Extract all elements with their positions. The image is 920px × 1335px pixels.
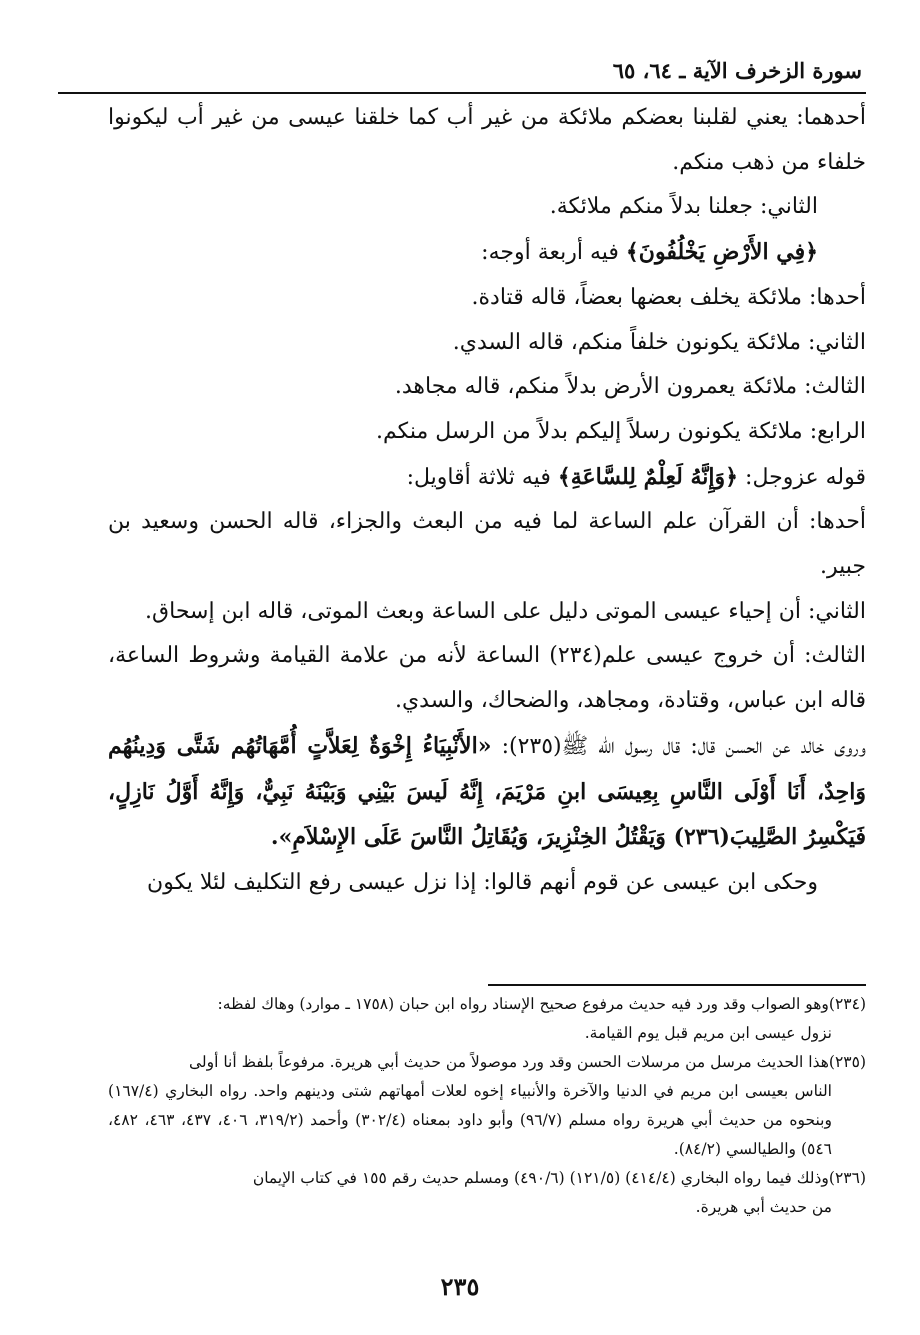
paragraph: الثاني: ملائكة يكونون خلفاً منكم، قاله السدي. (452, 329, 866, 355)
paragraph: وحكى ابن عيسى عن قوم أنهم قالوا: إذا نزل عيسى رفع التكليف لئلا يكون (147, 869, 818, 895)
paragraph-text: فيه ثلاثة أقاويل: (406, 464, 558, 490)
paragraph: الرابع: ملائكة يكونون رسلاً إليكم بدلاً من الرسل منكم. (376, 418, 866, 444)
header-title: سورة الزخرف الآية ـ ٦٤، ٦٥ (612, 58, 862, 83)
paragraph: الثالث: أن خروج عيسى علم(٢٣٤) الساعة لأنه من علامة القيامة وشروط الساعة، قاله ابن عباس، وقتادة، ومجاهد، والضحاك، والسدي. (108, 643, 866, 714)
running-header (58, 52, 866, 94)
paragraph (108, 724, 866, 861)
footnote-continuation: من حديث أبي هريرة. (695, 1198, 832, 1216)
paragraph-text: وروى خالد عن الحسن قال: قال رسول الله ﷺ(٢٣٥): (491, 733, 866, 759)
hadith-text: «الأَنْبِيَاءُ إِخْوَةٌ لِعَلاَّتٍ أُمَّهَاتُهُم شَتَّى وَدِينُهُم وَاحِدٌ، أَنَا أَوْلَى النَّاسِ بِعِيسَى ابنِ مَرْيَمَ، إِنَّهُ لَيسَ بَيْنِي وَبَيْنَهُ نَبِيٌّ، وَإِنَّهُ أَوَّلُ نَازِلٍ، فَيَكْسِرُ الصَّلِيبَ(٢٣٦) وَيَقْتُلُ الخِنْزِيرَ، وَيُقَاتِلُ النَّاسَ عَلَى الإِسْلاَمِ». (108, 732, 866, 851)
quran-verse: ﴿وَإِنَّهُ لَعِلْمٌ لِلسَّاعَةِ﴾ (557, 463, 739, 490)
footnote: (٢٣٤)وهو الصواب وقد ورد فيه حديث مرفوع صحيح الإسناد رواه ابن حبان (١٧٥٨ ـ موارد) وهاك لفظه: (217, 995, 866, 1013)
footnote-continuation: الناس بعيسى ابن مريم في الدنيا والآخرة والأنبياء إخوه لعلات أمهاتهم شتى ودينهم واحد. رواه البخاري (١٦٧/٤) وبنحوه من حديث أبي هريرة رواه مسلم (٩٦/٧) وأبو داود بمعناه (٣٠٢/٤) وأحمد (٣١٩/٢، ٤٠٦، ٤٣٧، ٤٦٣، ٤٨٢، ٥٤٦) والطيالسي (٨٤/٢). (108, 1082, 832, 1158)
quran-verse: ﴿فِي الأَرْضِ يَخْلُفُونَ﴾ (625, 239, 818, 266)
footnotes (108, 990, 866, 1222)
paragraph: أحدها: ملائكة يخلف بعضها بعضاً، قاله قتادة. (471, 284, 866, 310)
paragraph: أحدها: أن القرآن علم الساعة لما فيه من البعث والجزاء، قاله الحسن وسعيد بن جبير. (108, 509, 866, 580)
page-number: ٢٣٥ (440, 1272, 480, 1301)
paragraph: الثاني: جعلنا بدلاً منكم ملائكة. (549, 194, 818, 220)
footnote: (٢٣٥)هذا الحديث مرسل من مرسلات الحسن وقد ورد موصولاً من حديث أبي هريرة. مرفوعاً بلفظ أنا أولى (188, 1053, 866, 1071)
footnote: (٢٣٦)وذلك فيما رواه البخاري (٤١٤/٤) (١٢١/٥) (٤٩٠/٦) ومسلم حديث رقم ١٥٥ في كتاب الإيمان (252, 1169, 866, 1187)
paragraph (108, 455, 866, 501)
paragraph: أحدهما: يعني لقلبنا بعضكم ملائكة من غير أب كما خلقنا عيسى من غير أب ليكونوا خلفاء من ذهب منكم. (108, 105, 866, 175)
footnote-continuation: نزول عيسى ابن مريم قبل يوم القيامة. (584, 1024, 832, 1042)
paragraph-text: فيه أربعة أوجه: (481, 240, 626, 266)
paragraph (108, 230, 866, 276)
paragraph: الثالث: ملائكة يعمرون الأرض بدلاً منكم، قاله مجاهد. (394, 374, 866, 400)
paragraph: الثاني: أن إحياء عيسى الموتى دليل على الساعة وبعث الموتى، قاله ابن إسحاق. (145, 598, 866, 624)
footnote-divider (488, 984, 866, 986)
paragraph-text: قوله عزوجل: (738, 464, 866, 490)
main-text (108, 96, 866, 906)
